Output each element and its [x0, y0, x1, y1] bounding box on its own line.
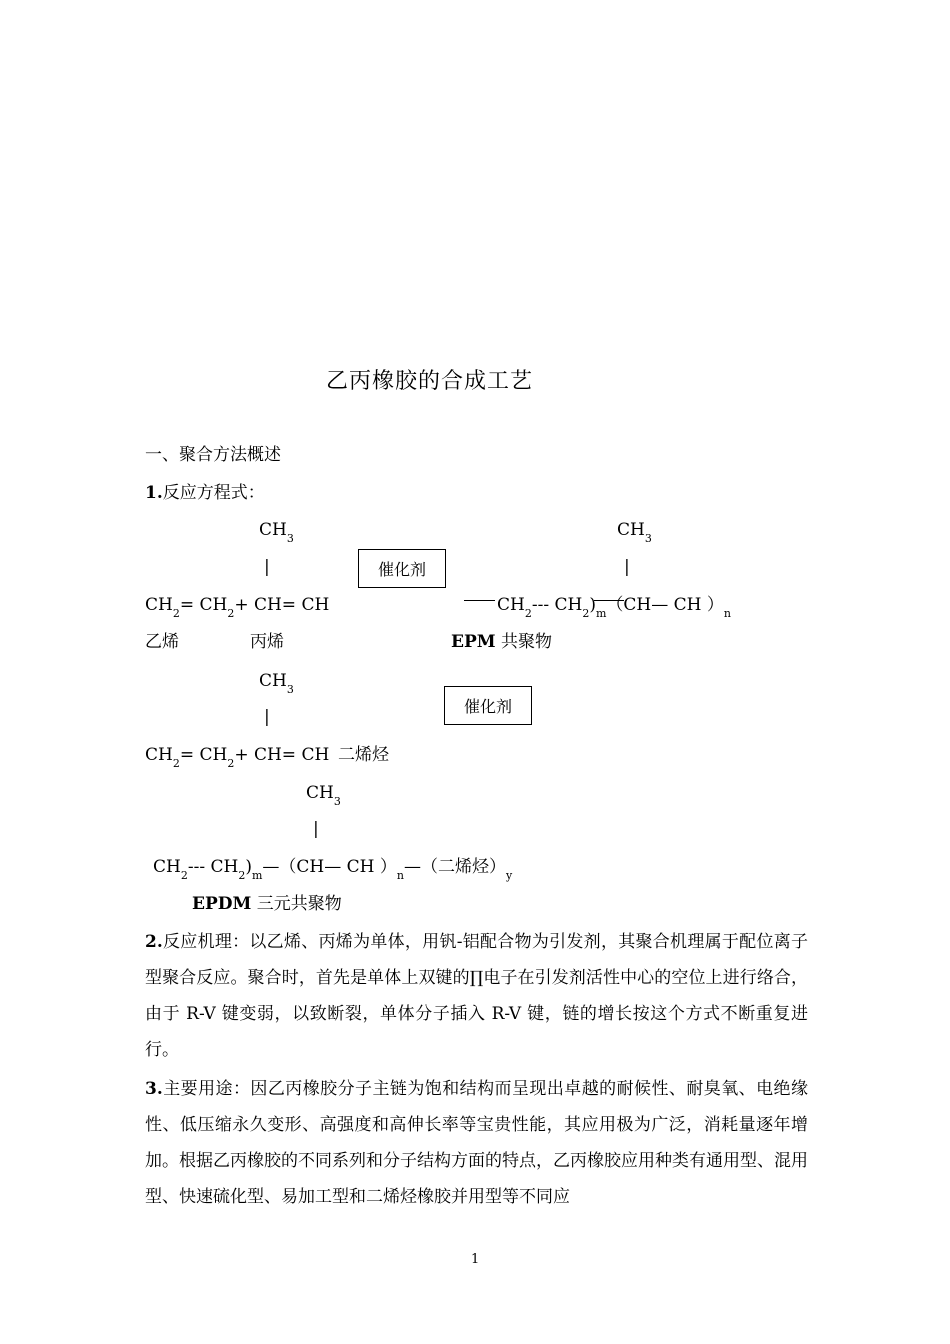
- eq2-product: $CH_2---$ $CH_2)_m—(CH—$ CH ）$_n—$（二烯烃）$_y$: [153, 857, 513, 882]
- item2-text: 反应机理：以乙烯、丙烯为单体，用钒-铝配合物为引发剂，其聚合机理属于配位离子型聚合反应。聚合时，首先是单体上双键的∏电子在引发剂活性中心的空位上进行络合，由于 R-V 键变弱，以致断裂，单体分子插入 R-V 键，链的增长按这个方式不断重复进行。: [145, 932, 808, 1060]
- page-title: 乙丙橡胶的合成工艺: [326, 369, 534, 394]
- section-heading: 一、聚合方法概述: [145, 445, 281, 465]
- label-epdm: EPDM 三元共聚物: [192, 894, 342, 914]
- label-ethylene: 乙烯: [145, 632, 179, 652]
- item2-number: 2.: [145, 932, 163, 952]
- eq1-reactants: $CH_2= CH_2+ CH=$ CH: [145, 595, 330, 620]
- item1-text: 反应方程式：: [162, 483, 265, 503]
- eq1-ch3-right: $CH_3$: [617, 520, 652, 545]
- item2-paragraph: [145, 924, 808, 1068]
- page-number: 1: [471, 1252, 480, 1267]
- eq1-ch3-left: $CH_3$: [259, 520, 294, 545]
- eq2-diene: 二烯烃: [338, 745, 389, 765]
- item1-heading: [145, 485, 265, 502]
- label-epm: EPM 共聚物: [451, 632, 552, 652]
- label-propylene: 丙烯: [250, 632, 284, 652]
- item3-text: 主要用途：因乙丙橡胶分子主链为饱和结构而呈现出卓越的耐候性、耐臭氧、电绝缘性、低压缩永久变形、高强度和高伸长率等宝贵性能，其应用极为广泛，消耗量逐年增加。根据乙丙橡胶的不同系列和分子结构方面的特点，乙丙橡胶应用种类有通用型、混用型、快速硫化型、易加工型和二烯烃橡胶并用型等不同应: [145, 1079, 808, 1207]
- eq1-bond-left: |: [264, 557, 270, 577]
- eq2-reactants: $CH_2= CH_2+ CH=$ CH: [145, 745, 330, 770]
- eq1-arrow-line: [464, 600, 495, 601]
- eq2-catalyst-box: 催化剂: [444, 686, 532, 725]
- eq1-bond-right: |: [624, 557, 630, 577]
- item1-number: 1.: [145, 483, 163, 503]
- eq2-ch3: $CH_3$: [259, 671, 294, 696]
- item3-paragraph: [145, 1071, 808, 1215]
- eq2-product-bond: |: [313, 819, 319, 839]
- eq2-product-ch3: $CH_3$: [306, 783, 341, 808]
- eq2-bond: |: [264, 707, 270, 727]
- eq1-catalyst-box: 催化剂: [358, 549, 446, 588]
- eq1-product: $CH_2---$ $CH_2)_m(CH—$ CH ）$_n$: [497, 595, 731, 620]
- eq1-product-bar: [594, 600, 624, 601]
- item3-number: 3.: [145, 1079, 163, 1099]
